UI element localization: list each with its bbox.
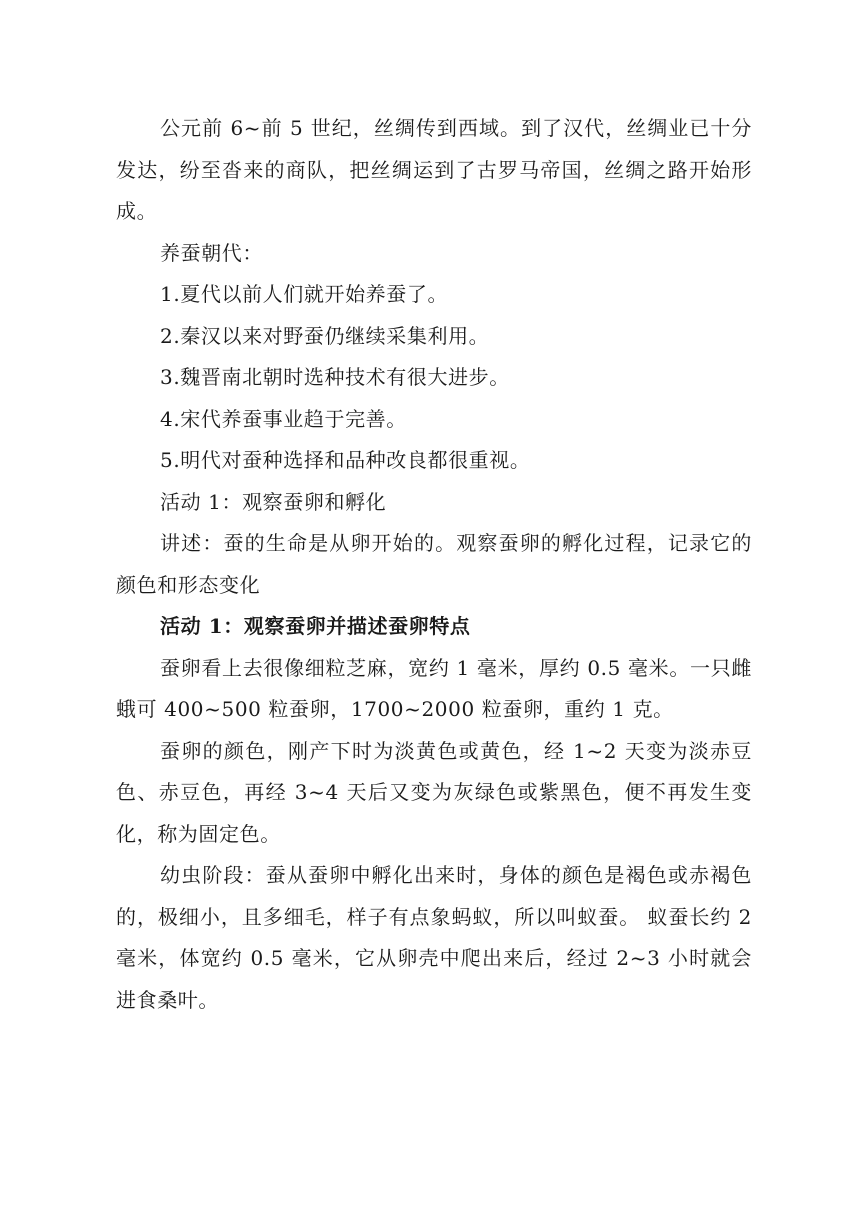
list-item: 4.宋代养蚕事业趋于完善。 <box>160 406 407 431</box>
activity-title: 活动 1：观察蚕卵和孵化 <box>160 489 387 514</box>
document-body <box>116 108 752 1021</box>
activity-heading: 活动 1：观察蚕卵并描述蚕卵特点 <box>160 614 471 638</box>
paragraph-egg-color: 蚕卵的颜色，刚产下时为淡黄色或黄色，经 1~2 天变为淡赤豆色、赤豆色，再经 3~4 天后又变为灰绿色或紫黑色，便不再发生变化，称为固定色。 <box>116 738 752 846</box>
list-item: 3.魏晋南北朝时选种技术有很大进步。 <box>160 365 510 389</box>
paragraph-egg-size: 蚕卵看上去很像细粒芝麻，宽约 1 毫米，厚约 0.5 毫米。一只雌蛾可 400~500 粒蚕卵，1700~2000 粒蚕卵，重约 1 克。 <box>116 655 752 721</box>
paragraph-silk-history: 公元前 6~前 5 世纪，丝绸传到西域。到了汉代，丝绸业已十分发达，纷至沓来的商队，把丝绸运到了古罗马帝国，丝绸之路开始形成。 <box>116 116 752 223</box>
paragraph-lecture: 讲述：蚕的生命是从卵开始的。观察蚕卵的孵化过程，记录它的颜色和形态变化 <box>116 531 752 597</box>
list-item: 5.明代对蚕种选择和品种改良都很重视。 <box>160 448 531 472</box>
list-item: 1.夏代以前人们就开始养蚕了。 <box>160 282 449 306</box>
list-item: 2.秦汉以来对野蚕仍继续采集利用。 <box>160 323 490 348</box>
paragraph-sericulture-dynasties: 养蚕朝代： <box>160 240 263 265</box>
paragraph-larva-stage: 幼虫阶段：蚕从蚕卵中孵化出来时，身体的颜色是褐色或赤褐色的，极细小，且多细毛，样子有点象蚂蚁，所以叫蚁蚕。 蚁蚕长约 2 毫米，体宽约 0.5 毫米，它从卵壳中爬出来后，经过 2~3 小时就会进食桑叶。 <box>116 863 752 1012</box>
